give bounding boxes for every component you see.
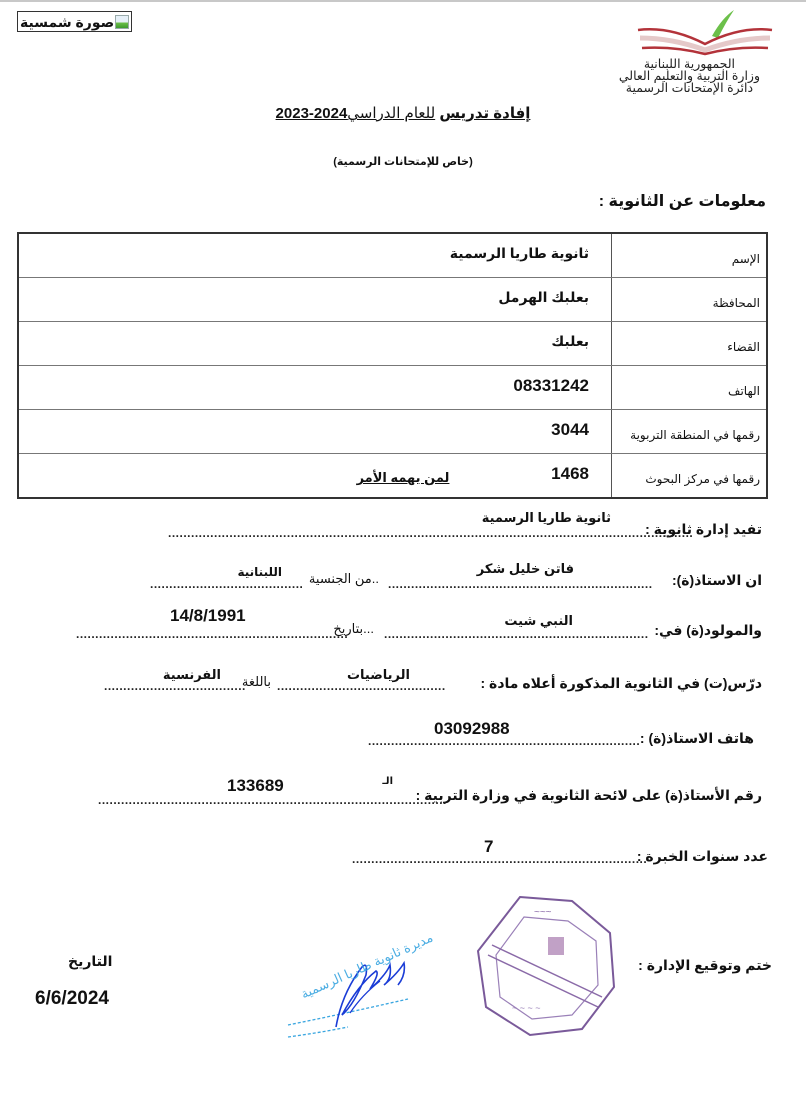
date-label: التاريخ <box>68 953 113 969</box>
dotted-line: ..................................... <box>104 679 246 693</box>
table-row <box>18 322 767 366</box>
ministry-line: وزارة التربية والتعليم العالي <box>618 69 760 83</box>
subject-value: الرياضيات <box>346 667 410 682</box>
table-row <box>18 233 767 278</box>
row-value: 3044 <box>18 410 612 454</box>
cedar-emblem-icon <box>548 937 564 955</box>
table-row <box>18 410 767 454</box>
svg-text:~ ~ ~ ~: ~ ~ ~ ~ <box>512 1003 541 1013</box>
row-label: القضاء <box>612 322 768 366</box>
dotted-line: ............................................................................. <box>352 852 648 866</box>
date-value: 6/6/2024 <box>35 988 109 1009</box>
table-row <box>18 278 767 322</box>
signature-stamp-text: مديرة ثانوية طاريا الرسمية <box>298 929 436 1002</box>
phone-label: هاتف الاستاذ(ة) : <box>639 730 754 746</box>
registry-prefix: الـ <box>382 776 393 787</box>
ministry-line: الجمهورية اللبنانية <box>643 57 736 71</box>
svg-text:~~~: ~~~ <box>534 907 552 918</box>
broken-image-icon <box>115 15 129 29</box>
birth-date-value: 14/8/1991 <box>170 606 246 625</box>
dotted-line: ..................................................................... <box>384 627 649 641</box>
document-title <box>0 104 806 122</box>
row-value: بعلبك <box>18 322 612 366</box>
nationality-label: ..من الجنسية <box>308 571 379 586</box>
dotted-line: ........................................................................................... <box>98 793 447 807</box>
birth-date-label: ...بتاريخ <box>333 621 374 636</box>
school-info-heading: معلومات عن الثانوية : <box>598 193 766 210</box>
language-value: الفرنسية <box>162 667 221 682</box>
dotted-line: ........................................ <box>150 577 304 591</box>
stamp-signature-label: ختم وتوقيع الإدارة : <box>638 957 772 973</box>
language-label: باللغة <box>241 674 271 689</box>
taught-label: درّس(ت) في الثانوية المذكورة أعلاه مادة : <box>480 675 762 691</box>
official-stamp <box>472 893 618 1039</box>
photo-placeholder-text: صورة شمسية <box>20 13 115 30</box>
row-label: الإسم <box>612 233 768 278</box>
dotted-line: ............................................ <box>277 679 446 693</box>
to-whom-heading: لمن يهمه الأمر <box>356 470 450 485</box>
born-label: والمولود(ة) في: <box>654 622 762 638</box>
table-row <box>18 366 767 410</box>
row-label: رقمها في مركز البحوث <box>612 454 768 499</box>
top-border <box>0 0 806 2</box>
dotted-line: ....................................................................... <box>368 734 641 748</box>
school-label: تفيد إدارة ثانوية : <box>645 521 762 537</box>
registry-label: رقم الأستاذ(ة) على لائحة الثانوية في وزارة التربية : <box>415 787 762 803</box>
document-subtitle: (خاص للإمتحانات الرسمية) <box>333 156 473 168</box>
teacher-value: فاتن خليل شكر <box>476 561 574 576</box>
title-part2: للعام الدراسي <box>347 105 436 122</box>
birth-place-value: النبي شيت <box>504 613 573 628</box>
dotted-line: ..................................................................... <box>388 577 653 591</box>
row-value: بعلبك الهرمل <box>18 278 612 322</box>
teacher-label: ان الاستاذ(ة): <box>671 572 762 588</box>
row-label: المحافظة <box>612 278 768 322</box>
title-year: 2023-2024 <box>275 105 348 122</box>
row-value: 1468 <box>18 454 612 499</box>
school-info-table <box>17 232 768 499</box>
phone-value: 03092988 <box>434 719 510 738</box>
ministry-line: دائرة الإمتحانات الرسمية <box>625 81 754 95</box>
row-value: 08331242 <box>18 366 612 410</box>
experience-value: 7 <box>484 837 494 856</box>
row-value: ثانوية طاريا الرسمية <box>18 233 612 278</box>
ministry-header <box>619 58 760 94</box>
experience-label: عدد سنوات الخبرة : <box>636 848 768 864</box>
dotted-line: ......................................................................................................................................... <box>168 526 694 540</box>
row-label: رقمها في المنطقة التربوية <box>612 410 768 454</box>
ministry-logo <box>630 8 780 58</box>
photo-placeholder <box>17 11 132 32</box>
row-label: الهاتف <box>612 366 768 410</box>
dotted-line: ....................................................................... <box>76 627 349 641</box>
school-value: ثانوية طاريا الرسمية <box>481 510 611 525</box>
registry-value: 133689 <box>227 776 284 795</box>
nationality-value: اللبنانية <box>237 565 282 579</box>
title-part1: إفادة تدريس <box>439 105 531 122</box>
